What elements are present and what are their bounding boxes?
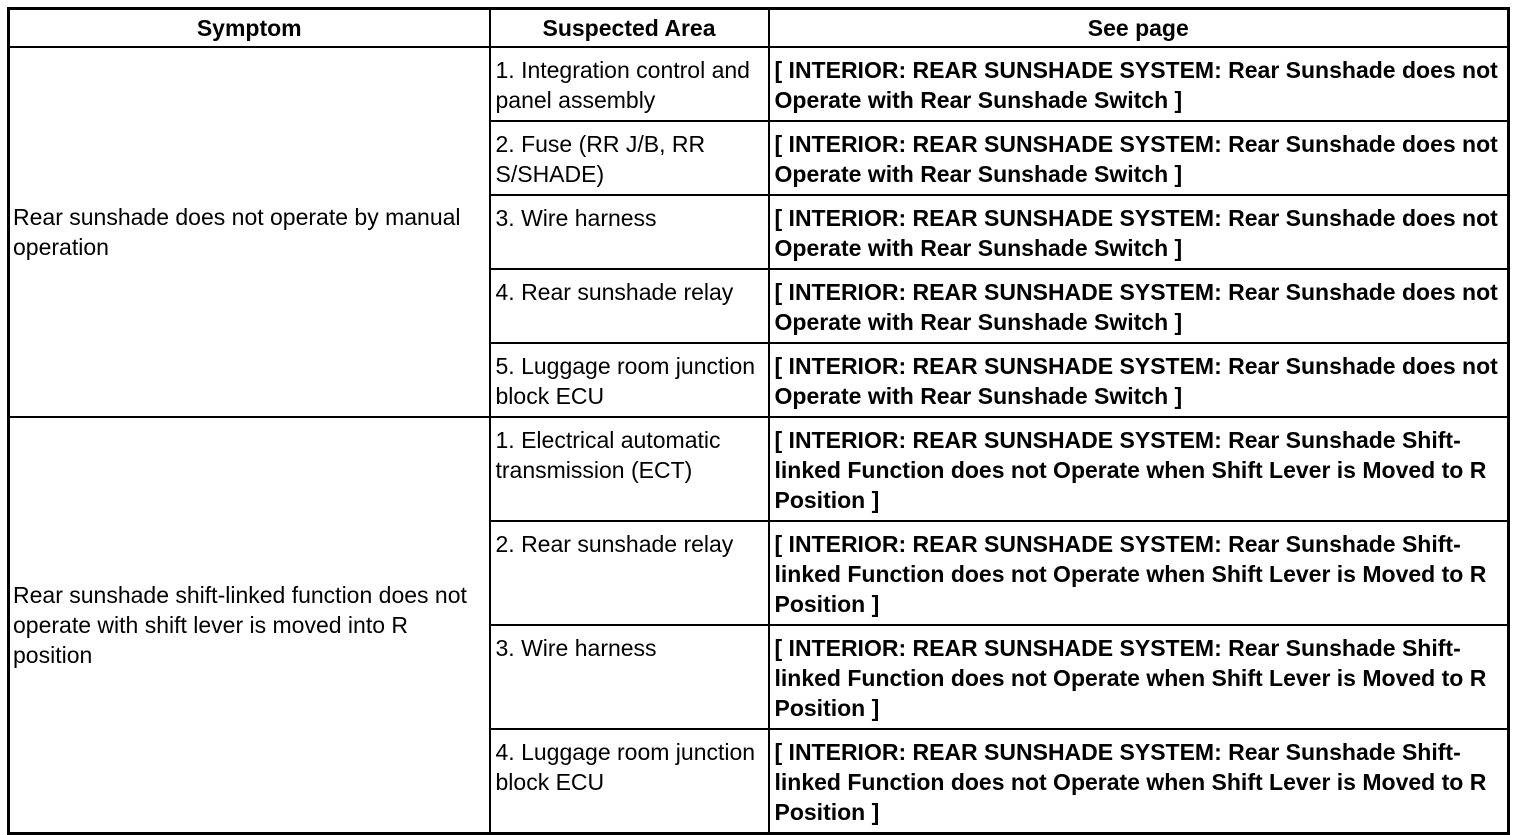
suspected-area-cell: 2. Fuse (RR J/B, RR S/SHADE) bbox=[490, 121, 769, 195]
symptom-cell bbox=[9, 47, 490, 417]
see-page-link[interactable]: [ INTERIOR: REAR SUNSHADE SYSTEM: Rear Sunshade Shift-linked Function does not Operate when Shift Lever is Moved to R Position ] bbox=[769, 521, 1509, 625]
see-page-link[interactable]: [ INTERIOR: REAR SUNSHADE SYSTEM: Rear Sunshade does not Operate with Rear Sunshade Switch ] bbox=[769, 47, 1509, 121]
suspected-area-cell: 5. Luggage room junction block ECU bbox=[490, 343, 769, 417]
symptom-cell bbox=[9, 417, 490, 834]
header-symptom: Symptom bbox=[9, 9, 490, 48]
symptom-text: Rear sunshade shift-linked function does not operate with shift lever is moved into R position bbox=[13, 582, 467, 668]
see-page-link[interactable]: [ INTERIOR: REAR SUNSHADE SYSTEM: Rear Sunshade Shift-linked Function does not Operate when Shift Lever is Moved to R Position ] bbox=[769, 729, 1509, 834]
suspected-area-cell: 3. Wire harness bbox=[490, 625, 769, 729]
header-see-page: See page bbox=[769, 9, 1509, 48]
suspected-area-cell: 1. Integration control and panel assembly bbox=[490, 47, 769, 121]
suspected-area-cell: 4. Luggage room junction block ECU bbox=[490, 729, 769, 834]
header-row bbox=[9, 9, 1509, 48]
diagnosis-table bbox=[7, 7, 1510, 835]
suspected-area-cell: 1. Electrical automatic transmission (ECT) bbox=[490, 417, 769, 521]
table-row bbox=[9, 47, 1509, 121]
suspected-area-cell: 4. Rear sunshade relay bbox=[490, 269, 769, 343]
symptom-text: Rear sunshade does not operate by manual operation bbox=[13, 204, 461, 260]
see-page-link[interactable]: [ INTERIOR: REAR SUNSHADE SYSTEM: Rear Sunshade does not Operate with Rear Sunshade Switch ] bbox=[769, 343, 1509, 417]
suspected-area-cell: 2. Rear sunshade relay bbox=[490, 521, 769, 625]
table-row bbox=[9, 417, 1509, 521]
suspected-area-cell: 3. Wire harness bbox=[490, 195, 769, 269]
see-page-link[interactable]: [ INTERIOR: REAR SUNSHADE SYSTEM: Rear Sunshade does not Operate with Rear Sunshade Switch ] bbox=[769, 121, 1509, 195]
see-page-link[interactable]: [ INTERIOR: REAR SUNSHADE SYSTEM: Rear Sunshade Shift-linked Function does not Operate when Shift Lever is Moved to R Position ] bbox=[769, 625, 1509, 729]
see-page-link[interactable]: [ INTERIOR: REAR SUNSHADE SYSTEM: Rear Sunshade does not Operate with Rear Sunshade Switch ] bbox=[769, 269, 1509, 343]
see-page-link[interactable]: [ INTERIOR: REAR SUNSHADE SYSTEM: Rear Sunshade does not Operate with Rear Sunshade Switch ] bbox=[769, 195, 1509, 269]
see-page-link[interactable]: [ INTERIOR: REAR SUNSHADE SYSTEM: Rear Sunshade Shift-linked Function does not Operate when Shift Lever is Moved to R Position ] bbox=[769, 417, 1509, 521]
header-suspected-area: Suspected Area bbox=[490, 9, 769, 48]
